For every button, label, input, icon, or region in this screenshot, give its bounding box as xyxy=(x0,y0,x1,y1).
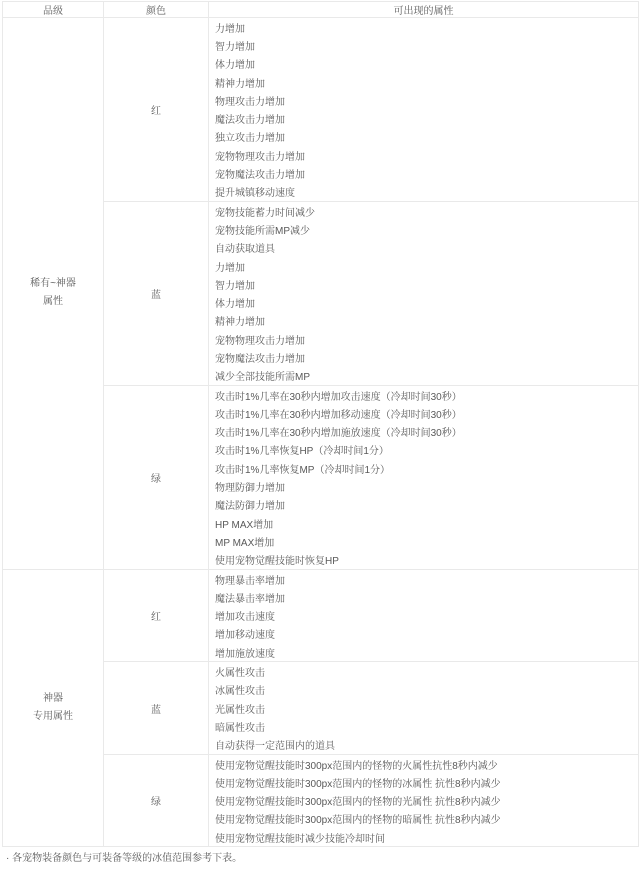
attr-cell: 宠物魔法攻击力增加 xyxy=(215,353,305,365)
attr-cell: 使用宠物觉醒技能时恢复HP xyxy=(209,551,639,570)
attr-cell: 攻击时1%几率恢复MP（冷却时间1分） xyxy=(215,464,391,476)
attr-cell: 攻击时1%几率在30秒内增加攻击速度（冷却时间30秒） xyxy=(215,391,462,403)
grade-label-line1: 稀有~神器 xyxy=(30,278,76,290)
attr-cell: 体力增加 xyxy=(215,299,255,311)
grade-label-line2: 专用属性 xyxy=(33,711,73,723)
color-cell: 红 xyxy=(104,569,209,661)
col-header-grade: 品级 xyxy=(3,2,104,18)
attr-cell: 增加施放速度 xyxy=(209,643,639,662)
attr-cell: 增加移动速度 xyxy=(215,630,275,642)
attr-cell: 使用宠物觉醒技能时300px范围内的怪物的光属性 抗性8秒内减少 xyxy=(215,797,501,809)
grade-cell xyxy=(3,569,104,846)
attr-cell: 使用宠物觉醒技能时减少技能冷却时间 xyxy=(215,833,385,845)
attr-cell: 魔法暴击率增加 xyxy=(215,593,285,605)
color-cell: 蓝 xyxy=(104,662,209,754)
attr-cell: 物理暴击率增加 xyxy=(215,575,285,587)
header-row xyxy=(3,2,639,18)
color-cell: 蓝 xyxy=(104,201,209,385)
attr-cell: 使用宠物觉醒技能时300px范围内的怪物的暗属性 抗性8秒内减少 xyxy=(215,815,501,827)
attr-cell: 使用宠物觉醒技能时300px范围内的怪物的火属性抗性8秒内减少 xyxy=(215,760,498,772)
grade-label-line2: 属性 xyxy=(43,296,63,308)
table-row xyxy=(3,569,639,588)
attr-cell: 宠物物理攻击力增加 xyxy=(215,335,305,347)
attr-cell: 冰属性攻击 xyxy=(215,686,265,698)
attr-cell: 攻击时1%几率恢复HP（冷却时间1分） xyxy=(215,446,389,458)
attr-cell: 体力增加 xyxy=(215,60,255,72)
table-row xyxy=(3,18,639,37)
footnote: · 各宠物装备颜色与可装备等级的冰值范围参考下表。 xyxy=(6,853,243,865)
attr-cell: 攻击时1%几率在30秒内增加施放速度（冷却时间30秒） xyxy=(215,428,462,440)
attr-cell: HP MAX增加 xyxy=(215,519,274,531)
attr-cell: 宠物魔法攻击力增加 xyxy=(215,170,305,182)
col-header-color: 颜色 xyxy=(104,2,209,18)
attr-cell: MP MAX增加 xyxy=(215,537,275,549)
color-cell: 绿 xyxy=(104,385,209,569)
attr-cell: 提升城镇移动速度 xyxy=(209,183,639,202)
attr-cell: 力增加 xyxy=(215,262,245,274)
grade-cell xyxy=(3,18,104,570)
attr-cell: 物理攻击力增加 xyxy=(215,96,285,108)
attr-cell: 暗属性攻击 xyxy=(215,722,265,734)
attr-cell: 宠物技能蓄力时间减少 xyxy=(215,207,315,219)
attr-cell: 魔法攻击力增加 xyxy=(215,115,285,127)
attr-cell: 攻击时1%几率在30秒内增加移动速度（冷却时间30秒） xyxy=(215,409,462,421)
attr-cell: 精神力增加 xyxy=(215,317,265,329)
col-header-attributes: 可出现的属性 xyxy=(209,2,639,18)
grade-label-line1: 神器 xyxy=(43,693,63,705)
attr-cell: 增加攻击速度 xyxy=(215,612,275,624)
attr-cell: 魔法防御力增加 xyxy=(215,501,285,513)
attr-cell: 自动获取道具 xyxy=(215,244,275,256)
attr-cell: 智力增加 xyxy=(215,41,255,53)
attr-cell: 光属性攻击 xyxy=(215,704,265,716)
color-cell: 绿 xyxy=(104,754,209,846)
attr-cell: 宠物物理攻击力增加 xyxy=(215,151,305,163)
attr-cell: 减少全部技能所需MP xyxy=(209,367,639,386)
attr-cell: 精神力增加 xyxy=(215,78,265,90)
attr-cell: 自动获得一定范围内的道具 xyxy=(209,736,639,755)
attr-cell: 智力增加 xyxy=(215,280,255,292)
attr-cell: 独立攻击力增加 xyxy=(215,133,285,145)
color-cell: 红 xyxy=(104,18,209,202)
attr-cell: 使用宠物觉醒技能时300px范围内的怪物的冰属性 抗性8秒内减少 xyxy=(215,778,501,790)
attr-cell: 力增加 xyxy=(215,23,245,35)
attr-cell: 火属性攻击 xyxy=(215,668,265,680)
pet-equipment-attributes-table xyxy=(2,1,639,847)
attr-cell: 物理防御力增加 xyxy=(215,483,285,495)
attr-cell: 宠物技能所需MP减少 xyxy=(215,225,310,237)
